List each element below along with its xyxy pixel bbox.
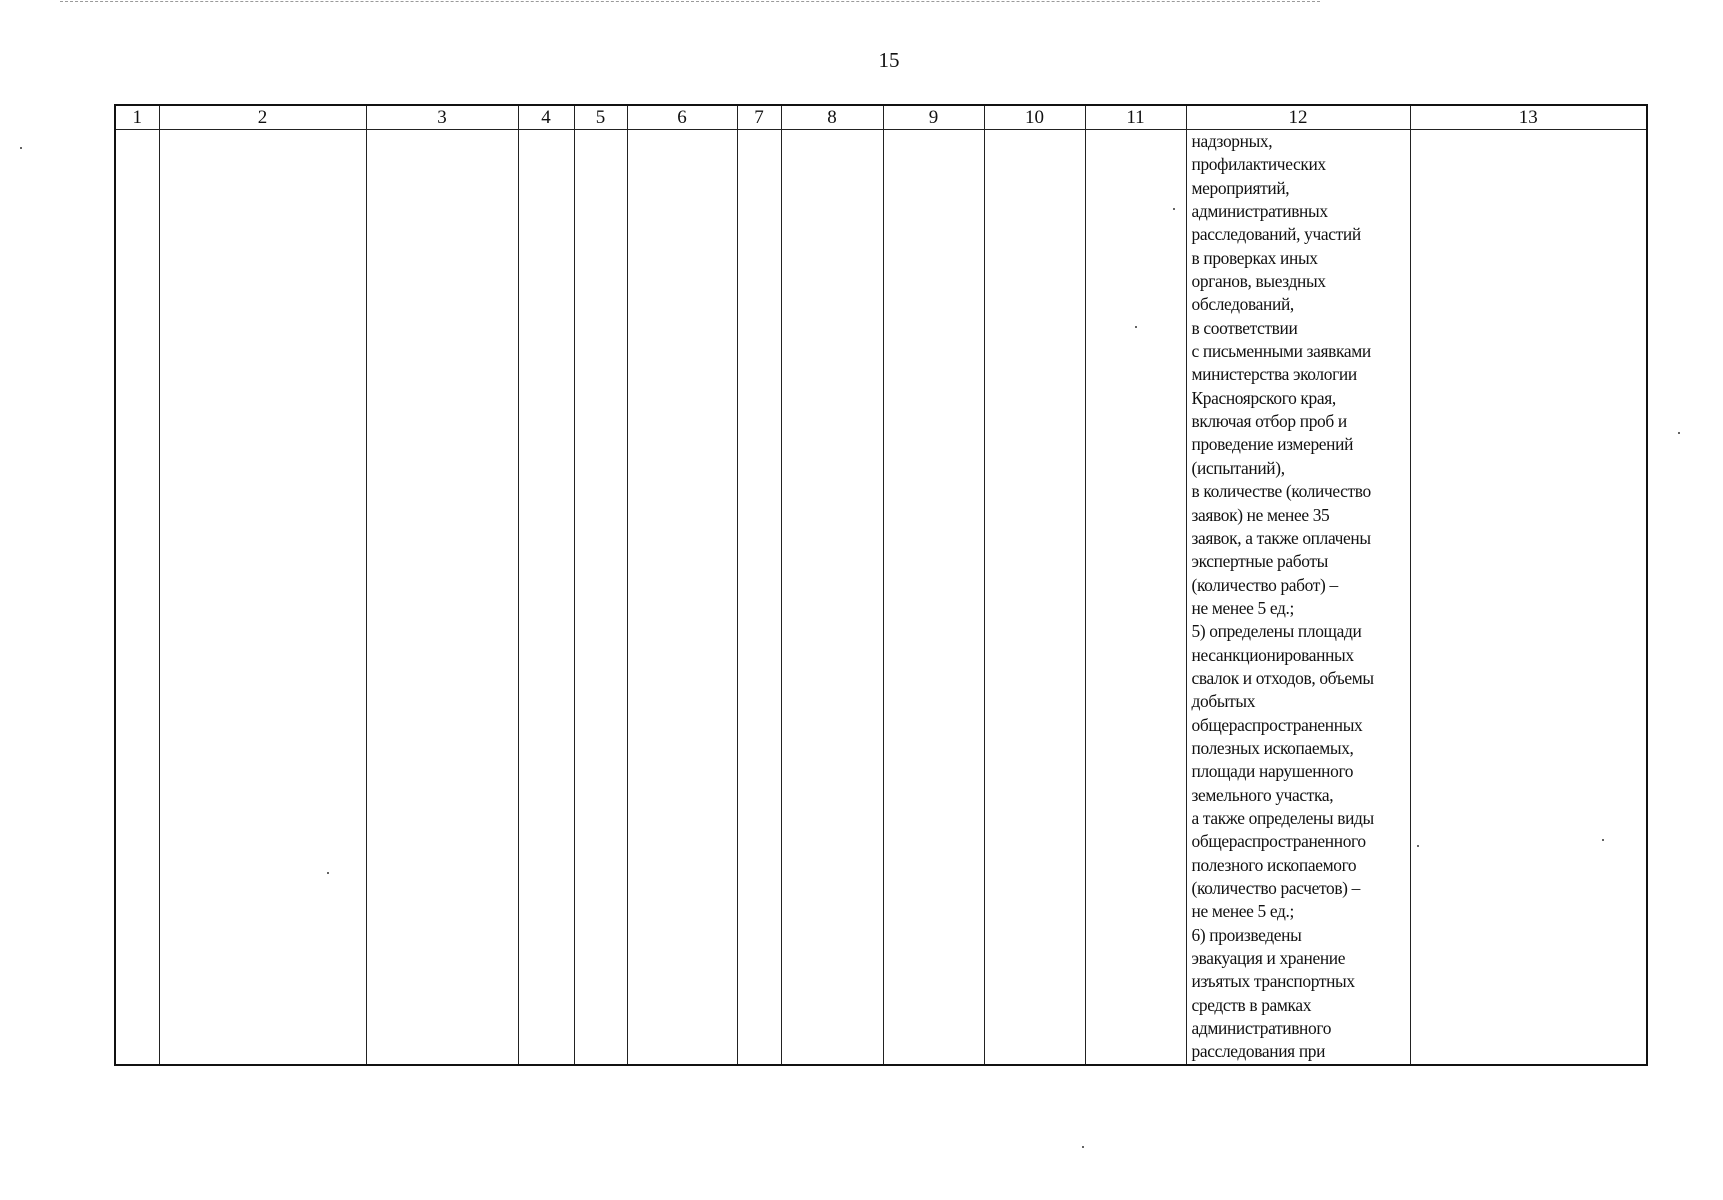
column-header-13: 13 — [1410, 105, 1647, 130]
text-line: органов, выездных — [1191, 271, 1326, 292]
text-line: (испытаний), — [1191, 457, 1285, 478]
text-line: а также определены виды — [1191, 807, 1374, 828]
text-line: административного — [1191, 1018, 1332, 1039]
text-line: площади нарушенного — [1191, 761, 1354, 782]
cell-col-5 — [574, 130, 627, 1065]
text-line: общераспространенного — [1191, 831, 1366, 852]
text-line: экспертные работы — [1191, 551, 1328, 572]
scan-speck — [1173, 208, 1175, 210]
cell-col-10 — [984, 130, 1085, 1065]
column-header-10: 10 — [984, 105, 1085, 130]
column-header-12: 12 — [1186, 105, 1410, 130]
text-line: средств в рамках — [1191, 994, 1312, 1015]
page-top-edge-rule — [60, 1, 1320, 2]
text-line: профилактических — [1191, 154, 1326, 175]
text-line: заявок) не менее 35 — [1191, 504, 1330, 525]
scan-speck — [1082, 1146, 1084, 1148]
scan-speck — [1678, 432, 1680, 434]
text-line: свалок и отходов, объемы — [1191, 667, 1374, 688]
cell-col-2 — [159, 130, 366, 1065]
cell-col-1 — [115, 130, 159, 1065]
text-line: (количество работ) – — [1191, 574, 1338, 595]
text-line: расследования при — [1191, 1041, 1326, 1062]
text-line: административных — [1191, 201, 1328, 222]
column-header-3: 3 — [366, 105, 518, 130]
text-line: несанкционированных — [1191, 644, 1354, 665]
text-line: полезных ископаемых, — [1191, 737, 1354, 758]
text-line: в соответствии — [1191, 317, 1298, 338]
cell-col-9 — [883, 130, 984, 1065]
text-line: эвакуация и хранение — [1191, 948, 1346, 969]
column-header-5: 5 — [574, 105, 627, 130]
cell-col-12 — [1186, 130, 1410, 1065]
cell-col-8 — [781, 130, 883, 1065]
text-line: общераспространенных — [1191, 714, 1363, 735]
text-line: земельного участка, — [1191, 784, 1334, 805]
cell-col-12-text — [1187, 130, 1410, 1064]
text-line: изъятых транспортных — [1191, 971, 1355, 992]
table-row — [115, 130, 1647, 1065]
column-header-9: 9 — [883, 105, 984, 130]
scan-speck — [1417, 845, 1419, 847]
scan-speck — [327, 872, 329, 874]
column-header-8: 8 — [781, 105, 883, 130]
text-line: расследований, участий — [1191, 224, 1361, 245]
cell-col-4 — [518, 130, 574, 1065]
text-line: (количество расчетов) – — [1191, 878, 1360, 898]
cell-col-11 — [1085, 130, 1186, 1065]
cell-col-6 — [627, 130, 737, 1065]
text-line: заявок, а также оплачены — [1191, 527, 1371, 548]
column-number-header-row — [115, 105, 1647, 130]
cell-col-13 — [1410, 130, 1647, 1065]
text-line: включая отбор проб и — [1191, 411, 1347, 432]
text-line: в количестве (количество — [1191, 481, 1371, 502]
cell-col-7 — [737, 130, 781, 1065]
text-line: обследований, — [1191, 294, 1294, 315]
text-line: 5) определены площади — [1191, 621, 1362, 642]
text-line: Красноярского края, — [1191, 387, 1336, 408]
scan-speck — [1135, 326, 1137, 328]
column-header-1: 1 — [115, 105, 159, 130]
scan-speck — [20, 147, 22, 149]
column-header-7: 7 — [737, 105, 781, 130]
cell-col-3 — [366, 130, 518, 1065]
text-line: в проверках иных — [1191, 247, 1318, 268]
text-line: 6) произведены — [1191, 924, 1302, 945]
text-line: не менее 5 ед.; — [1191, 597, 1294, 618]
page-number: 15 — [878, 48, 900, 72]
data-table — [114, 104, 1648, 1066]
scan-speck — [1602, 839, 1604, 841]
text-line: проведение измерений — [1191, 434, 1354, 455]
column-header-11: 11 — [1085, 105, 1186, 130]
text-line: полезного ископаемого — [1191, 854, 1357, 875]
text-line: министерства экологии — [1191, 364, 1357, 385]
text-line: мероприятий, — [1191, 177, 1290, 198]
text-line: не менее 5 ед.; — [1191, 901, 1294, 922]
text-line: надзорных, — [1191, 131, 1273, 151]
column-header-6: 6 — [627, 105, 737, 130]
text-line: добытых — [1191, 691, 1256, 712]
column-header-4: 4 — [518, 105, 574, 130]
column-header-2: 2 — [159, 105, 366, 130]
text-line: с письменными заявками — [1191, 341, 1371, 362]
